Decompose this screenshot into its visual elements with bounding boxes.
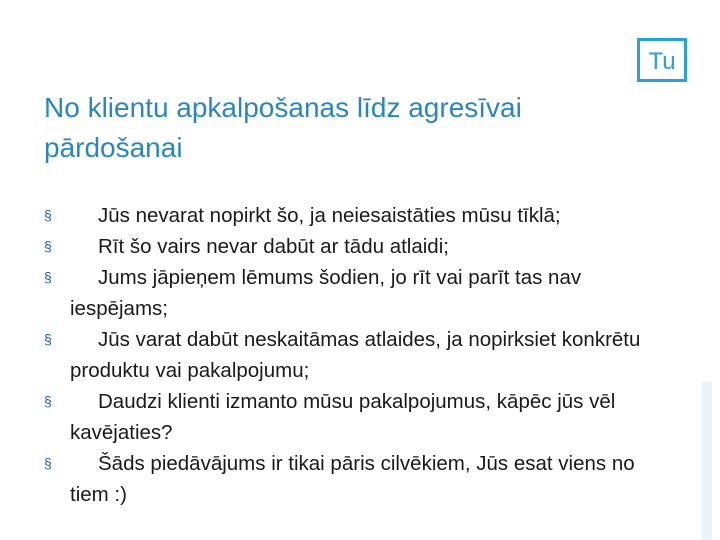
bullet-item bbox=[44, 231, 674, 262]
bullet-item bbox=[44, 386, 674, 448]
bullet-item bbox=[44, 262, 674, 324]
bullet-marker-icon: § bbox=[44, 207, 52, 223]
bullet-item bbox=[44, 324, 674, 386]
bullet-text: Rīt šo vairs nevar dabūt ar tādu atlaidi; bbox=[98, 235, 449, 258]
slide-title: No klientu apkalpošanas līdz agresīvai pārdošanai bbox=[44, 92, 522, 163]
bullet-text: Jūs nevarat nopirkt šo, ja neiesaistāties mūsu tīklā; bbox=[98, 204, 561, 227]
bullet-text: Jums jāpieņem lēmums šodien, jo rīt vai parīt tas nav iespējams; bbox=[70, 266, 582, 320]
bullet-marker-icon: § bbox=[44, 238, 52, 254]
bullet-text: Jūs varat dabūt neskaitāmas atlaides, ja nopirksiet konkrētu produktu vai pakalpojumu; bbox=[70, 328, 641, 382]
bullet-marker-icon: § bbox=[44, 455, 52, 471]
bullet-text: Šāds piedāvājums ir tikai pāris cilvēkiem, Jūs esat viens no tiem :) bbox=[70, 452, 635, 506]
logo-text: Tu bbox=[648, 48, 676, 75]
logo bbox=[637, 38, 687, 82]
bullet-marker-icon: § bbox=[44, 393, 52, 409]
bullet-marker-icon: § bbox=[44, 331, 52, 347]
bullet-text: Daudzi klienti izmanto mūsu pakalpojumus, kāpēc jūs vēl kavējaties? bbox=[70, 390, 616, 444]
bullet-marker-icon: § bbox=[44, 269, 52, 285]
bullet-item bbox=[44, 200, 674, 231]
accent-bar bbox=[702, 382, 712, 540]
bullet-list bbox=[44, 200, 674, 510]
bullet-item bbox=[44, 448, 674, 510]
